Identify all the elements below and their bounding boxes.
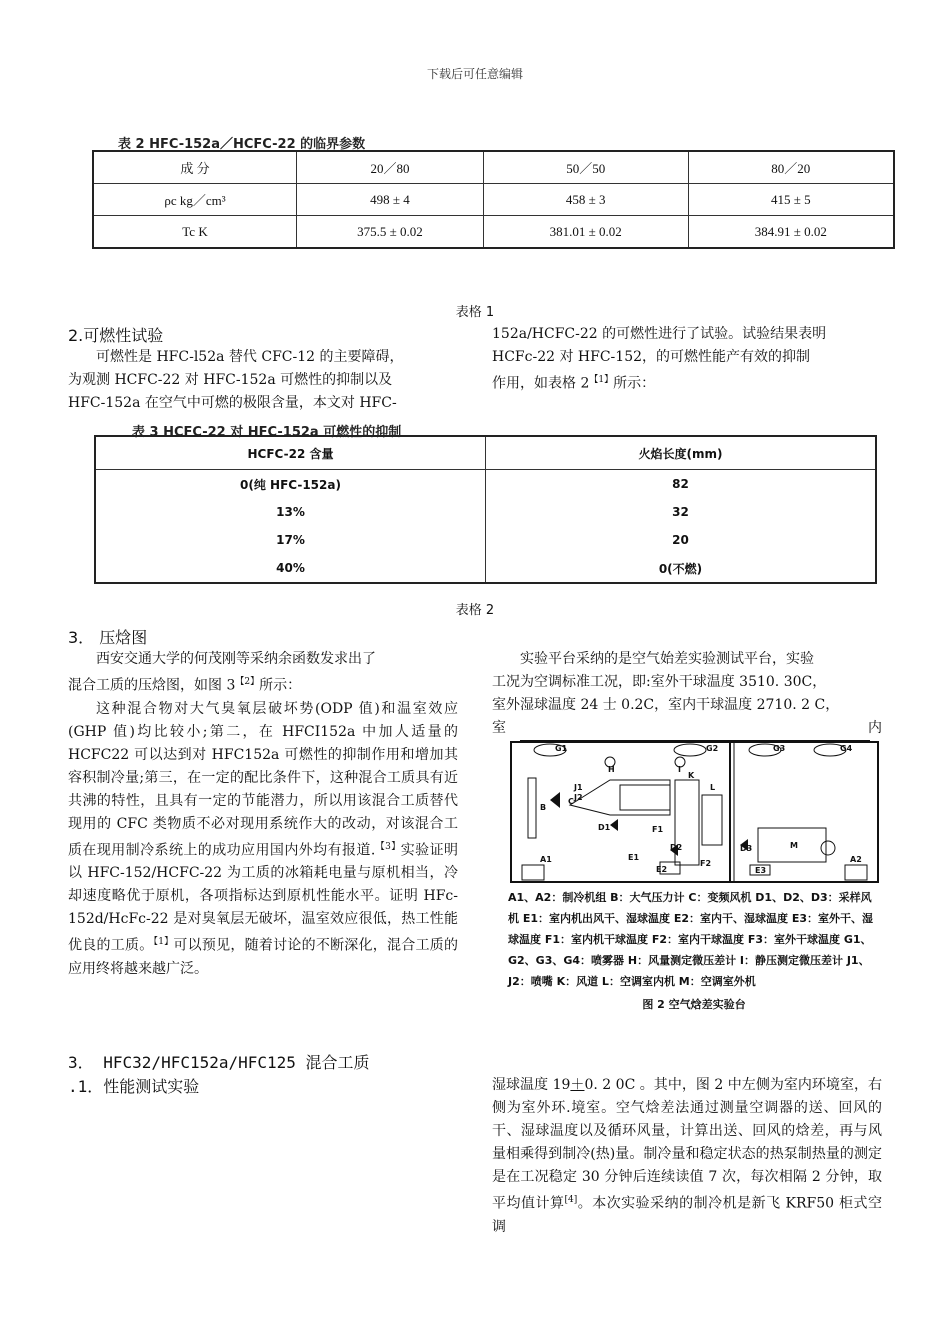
table-cell: 381.01 ± 0.02: [483, 216, 688, 249]
table-cell: Tc K: [93, 216, 297, 249]
section-heading-mixture: 3． HFC32/HFC152a/HFC125 混合工质: [68, 1053, 370, 1072]
fig-label: K: [688, 771, 695, 780]
section2-left-text: [68, 346, 450, 415]
table-cell: 0(纯 HFC-152a): [240, 477, 341, 492]
table2: [92, 150, 895, 249]
table-row: [93, 216, 894, 249]
text-span: 所示：: [259, 677, 302, 694]
fig-label: G3: [773, 744, 786, 753]
text-span: 这种混合物对大气臭氧层破坏势(ODP 值)和温室效应(GHP 值)均比较小;第二，在 HFCI152a 中加人适量的 HCFC22 可以达到对 HFC152a 可燃性的抑制作用和增加其容积制冷量;第三，在一定的配比条件下，这种混合工质具有近共沸的特性，且具有一定的节能潜力，所以用该混合工质替代现用的 CFC 类物质不必对现用系统作大的改动，对该混合工质在现用制冷系统上的成功应用国内外均有报道.: [68, 700, 458, 859]
section2-right-text: [492, 323, 882, 396]
text-span: 内: [868, 720, 882, 736]
fig-label: G4: [840, 744, 853, 753]
fig-label: M: [790, 841, 798, 850]
paragraph: [68, 698, 458, 981]
text-span: 0. 2 0C 。其中，图 2 中左侧为室内环境室，右侧为室外环.境室。空气焓差法通过测量空调器的送、回风的干、湿球温度以及循环风量，计算出送、回风的焓差，再与风量相乘得到制冷(热)量。制冷量和稳定状态的热泵制热量的测定是在工况稳定 30 分钟后连续读值 7 次，每次相隔 2 分钟，取平均值计算: [492, 1077, 883, 1212]
fig-label: C: [568, 797, 574, 806]
table-row: [95, 498, 876, 526]
table-header: HCFC-22 含量: [95, 436, 486, 470]
text-line: 为观测 HCFC-22 对 HFC-152a 可燃性的抑制以及: [68, 372, 393, 388]
figure-legend: [508, 887, 880, 1015]
paragraph: [492, 1074, 882, 1239]
table-cell: 40%: [276, 561, 305, 575]
subsection-heading-performance-test: .1．性能测试实验: [68, 1077, 200, 1096]
table-cell: 成 分: [93, 151, 297, 184]
table-cell: 80／20: [688, 151, 894, 184]
text-span: 可以预见，随着讨论的不断深化，混合工质的应用终将越来越广泛。: [68, 937, 458, 977]
fig-label: B: [540, 803, 547, 812]
fig-label: E2: [656, 865, 668, 874]
text-line: 152a/HCFC-22 的可燃性进行了试验。试验结果表明: [492, 326, 827, 342]
text-line: HFC-152a 在空气中可燃的极限含量，本文对 HFC-: [68, 395, 397, 411]
text-line: [492, 369, 882, 396]
section3-left-text: [68, 648, 458, 981]
table-cell: 17%: [276, 533, 305, 547]
table3-caption: 表 3 HCFC-22 对 HFC-152a 可燃性的抑制: [132, 425, 402, 440]
table-row: [95, 470, 876, 499]
fig-label: L: [710, 783, 716, 792]
table2-caption: 表 2 HFC-152a／HCFC-22 的临界参数: [118, 137, 366, 152]
fig-label: A2: [850, 855, 862, 864]
text-span: 。本次实验采纳的制冷机是新飞 KRF50 柜式空调: [492, 1195, 882, 1235]
table-cell: 415 ± 5: [688, 184, 894, 216]
fig-label: F1: [652, 825, 664, 834]
fig-label: G2: [706, 744, 719, 753]
citation: 【3】: [375, 841, 401, 852]
table-cell: 13%: [276, 505, 305, 519]
table-cell: 498 ± 4: [297, 184, 484, 216]
table-row: [95, 554, 876, 583]
fig-label: I: [678, 765, 681, 774]
text-span: 实验证明以 HFC-152/HCFC-22 为工质的冰箱耗电量与原机相当，冷却速度略优于原机，各项指标达到原机性能水平。证明 HFc-152d/HcFc-22 是对臭氧层无破坏，温室效应很低，热工性能优良的工质。: [68, 842, 458, 954]
text-line: 室外湿球温度 24 士 0.2C，室内干球温度 2710. 2 C，: [492, 697, 840, 713]
plus-minus-sign: ＋: [570, 1077, 585, 1093]
fig-label: E3: [755, 866, 767, 875]
section4-right-text: [492, 1074, 882, 1239]
fig-label: H: [608, 765, 615, 774]
table-header-row: [95, 436, 876, 470]
fig-label: A1: [540, 855, 552, 864]
fig-label: F2: [700, 859, 712, 868]
table-cell: 20: [486, 526, 877, 554]
text-span: 作用，如表格 2: [492, 375, 590, 392]
fig-label: J2: [574, 793, 583, 802]
table-label-1: 表格 1: [455, 305, 495, 320]
fig-label: D3: [740, 844, 753, 853]
fig-label: D1: [598, 823, 611, 832]
enthalpy-test-rig-diagram: [510, 740, 880, 885]
table-cell: ρc kg／cm³: [93, 184, 297, 216]
fig-label: G1: [555, 744, 568, 753]
table-cell: 384.91 ± 0.02: [688, 216, 894, 249]
text-line: 可燃性是 HFC-l52a 替代 CFC-12 的主要障碍，: [96, 349, 404, 365]
citation: 【2】: [235, 677, 260, 687]
table-cell: 32: [486, 498, 877, 526]
table-cell: 375.5 ± 0.02: [297, 216, 484, 249]
section3-right-text: [492, 648, 882, 740]
citation: [4]: [564, 1195, 578, 1205]
text-line: [492, 717, 882, 740]
table-row: [93, 151, 894, 184]
fig-label: E1: [628, 853, 640, 862]
table3: [94, 435, 877, 584]
text-span: 混合工质的压焓图，如图 3: [68, 677, 236, 694]
citation: 【1】: [589, 375, 614, 385]
paragraph: [68, 671, 458, 698]
section-heading-flammability: 2.可燃性试验: [68, 326, 164, 345]
fig-label: J1: [574, 783, 583, 792]
text-line: 实验平台采纳的是空气始差实验测试平台，实验: [520, 651, 814, 667]
text-line: HCFc-22 对 HFC-152，的可燃性能产有效的抑制: [492, 349, 811, 365]
table-row: [93, 184, 894, 216]
table-cell: 458 ± 3: [483, 184, 688, 216]
table-cell: 20／80: [297, 151, 484, 184]
page-header: 下载后可任意编辑: [426, 67, 523, 81]
citation: 【1】: [153, 937, 174, 948]
table-row: [95, 526, 876, 554]
text-span: 湿球温度 19: [492, 1077, 571, 1093]
paragraph: 西安交通大学的何茂刚等采纳余函数发求出了: [96, 651, 376, 667]
table-header: 火焰长度(mm): [486, 436, 877, 470]
table-label-2: 表格 2: [455, 603, 495, 618]
figure-caption: 图 2 空气焓差实验台: [642, 998, 746, 1011]
text-span: 所示：: [613, 375, 656, 392]
table-cell: 82: [486, 470, 877, 499]
text-span: 室: [492, 720, 506, 736]
fig-label: D2: [670, 843, 683, 852]
table-cell: 50／50: [483, 151, 688, 184]
text-line: 工况为空调标准工况，即:室外干球温度 3510. 30C，: [492, 674, 827, 690]
table-cell: 0(不燃): [486, 554, 877, 583]
section-heading-ph-diagram: 3． 压焓图: [68, 628, 148, 647]
legend-text: A1、A2：制冷机组 B：大气压力计 C：变频风机 D1、D2、D3：采样风机 E1：室内机出风干、湿球温度 E2：室内干、湿球温度 E3：室外干、湿球温度 F1：室内机干球温度 F2：室内干球温度 F3：室外干球温度 G1、G2、G3、G4：喷雾器 H：风量测定微压差计 I：静压测定微压差计 J1、J2：喷嘴 K：风道 L：空调室内机 M：空调室外机: [508, 891, 873, 988]
